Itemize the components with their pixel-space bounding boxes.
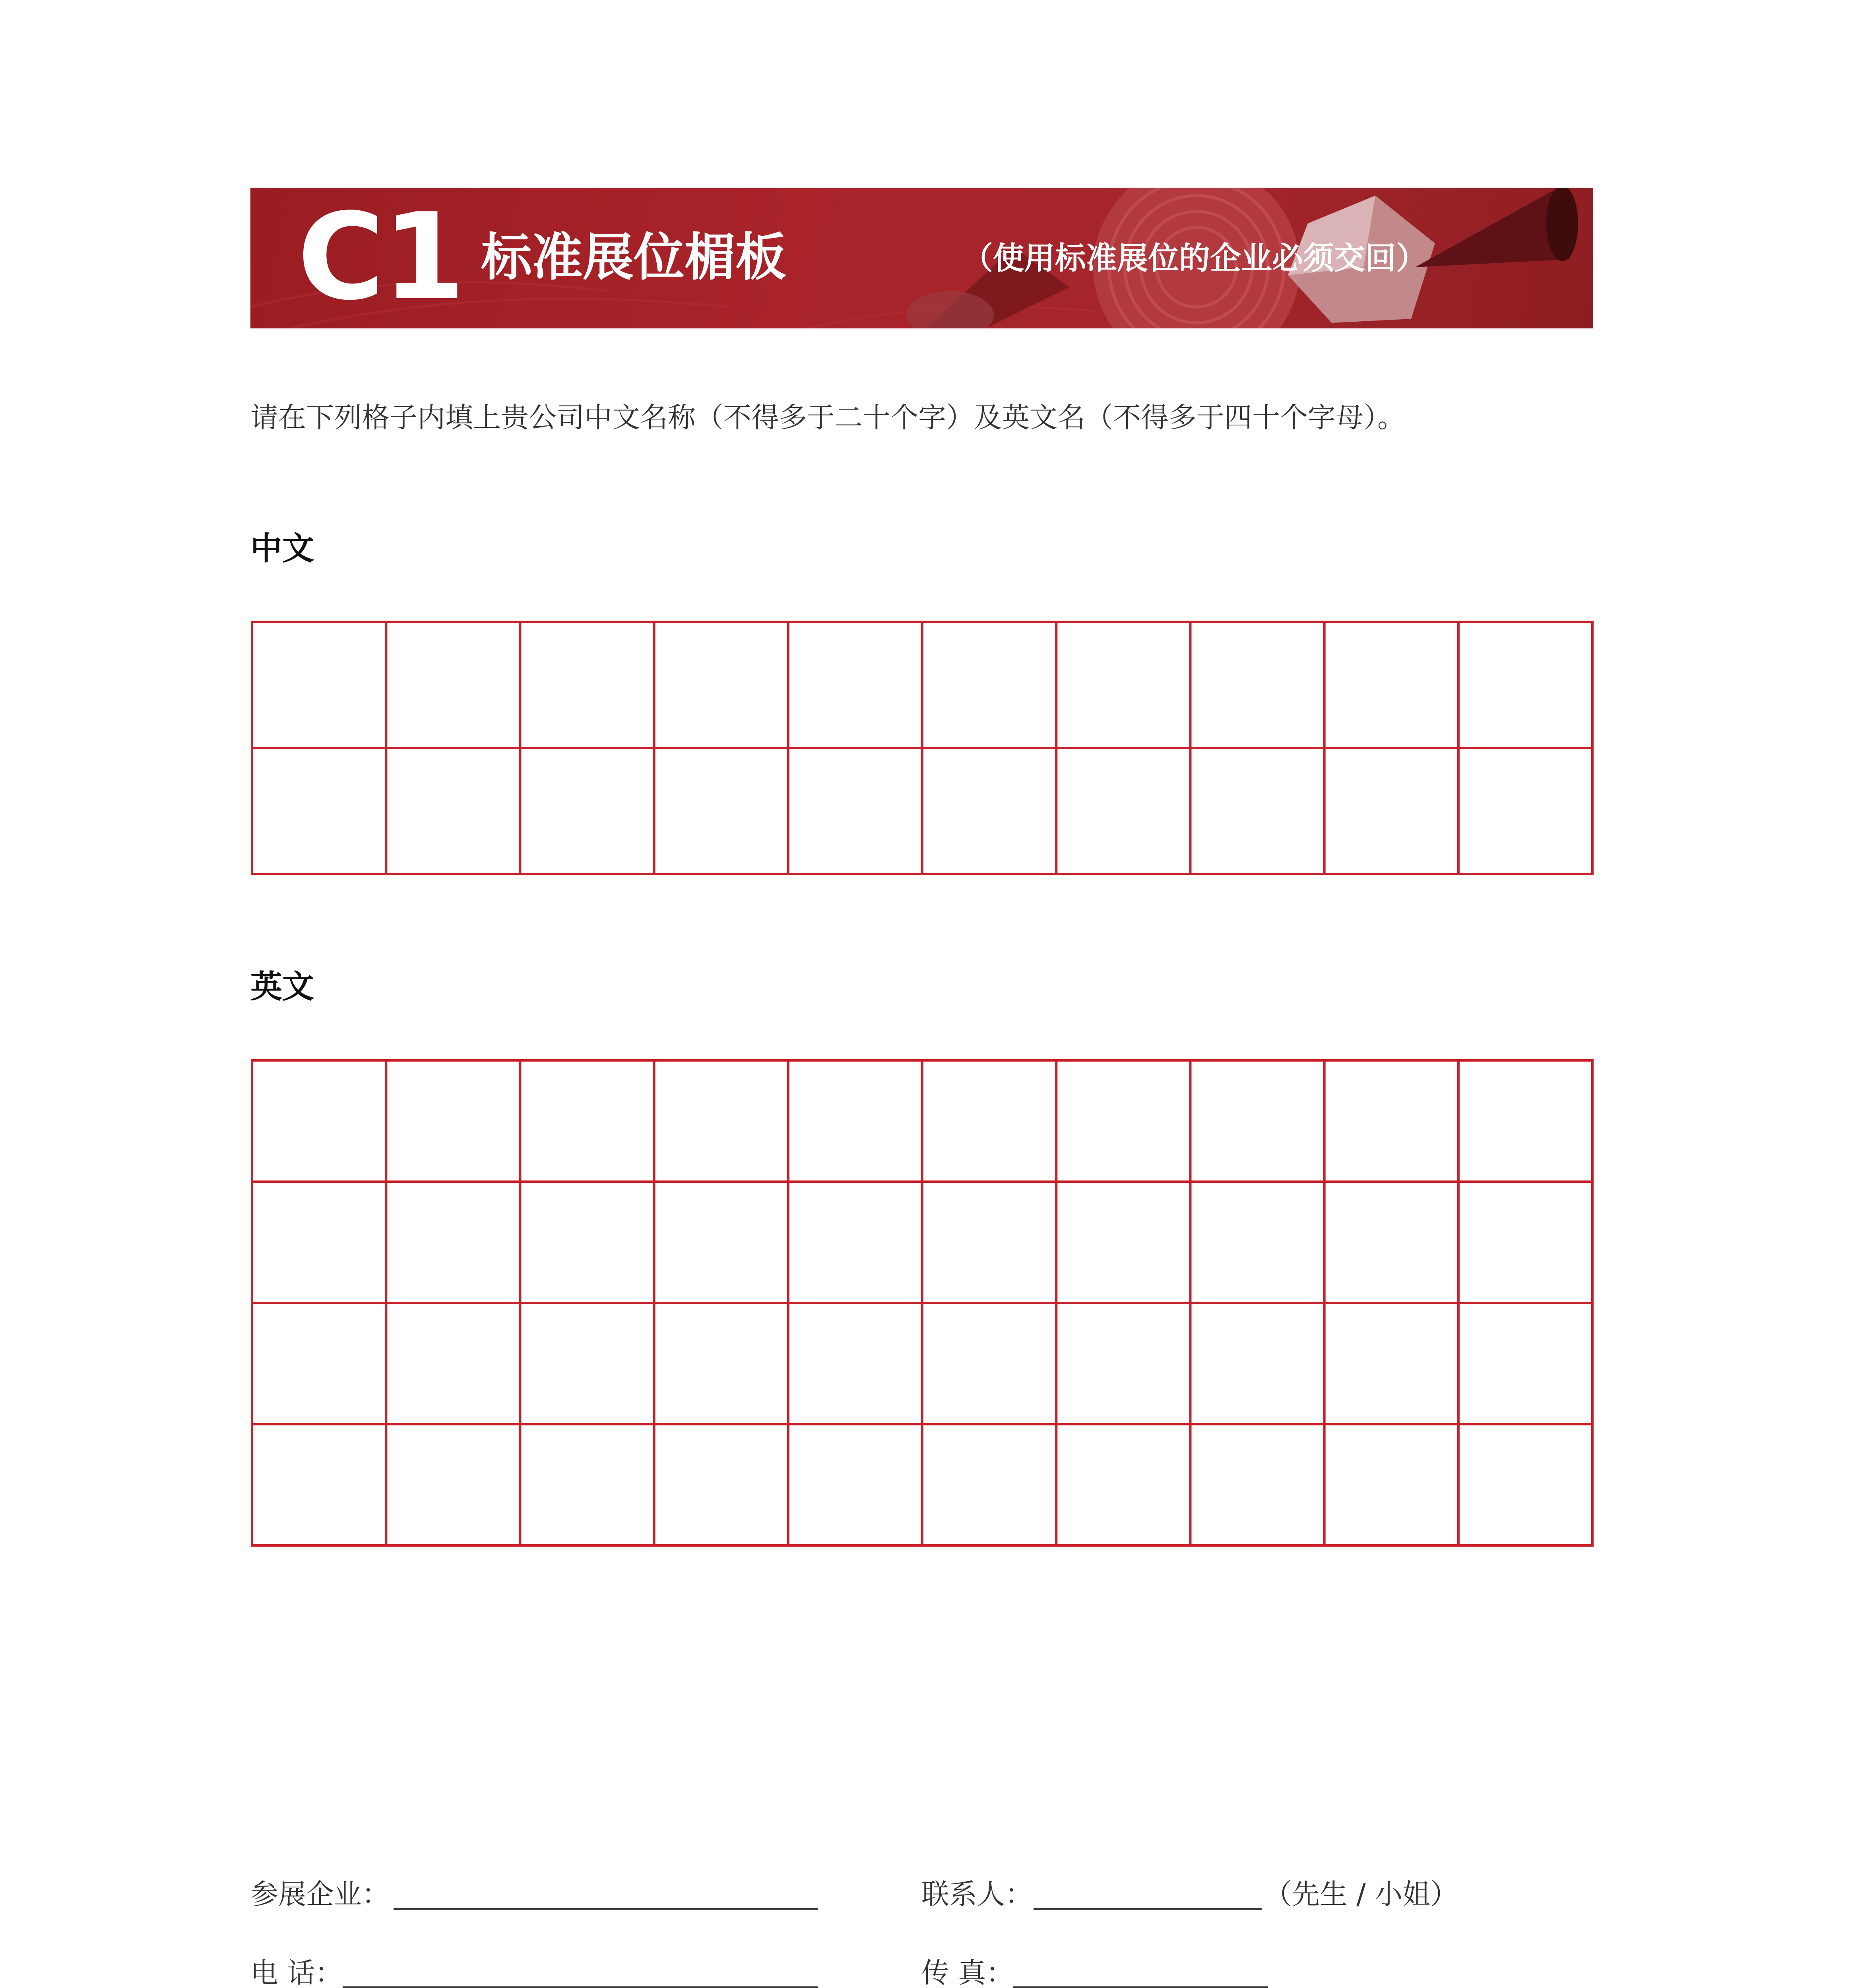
english-cell-4-4[interactable] bbox=[654, 1424, 788, 1545]
english-cell-4-2[interactable] bbox=[386, 1424, 520, 1545]
chinese-cell-1-8[interactable] bbox=[1190, 622, 1324, 748]
section-banner bbox=[250, 188, 1593, 328]
english-cell-4-9[interactable] bbox=[1324, 1424, 1458, 1545]
chinese-cell-2-9[interactable] bbox=[1324, 748, 1458, 874]
company-field[interactable] bbox=[394, 1908, 818, 1910]
english-cell-1-9[interactable] bbox=[1324, 1060, 1458, 1182]
english-cell-1-3[interactable] bbox=[520, 1060, 654, 1182]
english-cell-4-10[interactable] bbox=[1458, 1424, 1592, 1545]
english-cell-4-3[interactable] bbox=[520, 1424, 654, 1545]
chinese-cell-2-10[interactable] bbox=[1458, 748, 1592, 874]
english-cell-2-4[interactable] bbox=[654, 1182, 788, 1303]
english-cell-2-5[interactable] bbox=[788, 1182, 922, 1303]
english-cell-1-7[interactable] bbox=[1056, 1060, 1190, 1182]
english-cell-2-3[interactable] bbox=[520, 1182, 654, 1303]
english-cell-3-5[interactable] bbox=[788, 1303, 922, 1424]
chinese-cell-2-2[interactable] bbox=[386, 748, 520, 874]
english-cell-4-8[interactable] bbox=[1190, 1424, 1324, 1545]
english-cell-1-6[interactable] bbox=[922, 1060, 1056, 1182]
english-cell-4-6[interactable] bbox=[922, 1424, 1056, 1545]
chinese-label: 中文 bbox=[250, 530, 314, 567]
english-cell-1-5[interactable] bbox=[788, 1060, 922, 1182]
chinese-cell-1-9[interactable] bbox=[1324, 622, 1458, 748]
chinese-cell-1-6[interactable] bbox=[922, 622, 1056, 748]
english-label: 英文 bbox=[250, 968, 314, 1005]
english-cell-4-1[interactable] bbox=[252, 1424, 386, 1545]
contact-field[interactable] bbox=[1034, 1908, 1262, 1910]
chinese-cell-2-1[interactable] bbox=[252, 748, 386, 874]
english-cell-2-8[interactable] bbox=[1190, 1182, 1324, 1303]
english-cell-1-10[interactable] bbox=[1458, 1060, 1592, 1182]
chinese-cell-1-3[interactable] bbox=[520, 622, 654, 748]
section-code: C1 bbox=[297, 188, 463, 326]
chinese-cell-1-5[interactable] bbox=[788, 622, 922, 748]
english-cell-2-6[interactable] bbox=[922, 1182, 1056, 1303]
english-cell-3-3[interactable] bbox=[520, 1303, 654, 1424]
english-cell-3-2[interactable] bbox=[386, 1303, 520, 1424]
english-cell-1-1[interactable] bbox=[252, 1060, 386, 1182]
chinese-cell-1-2[interactable] bbox=[386, 622, 520, 748]
chinese-cell-1-7[interactable] bbox=[1056, 622, 1190, 748]
chinese-name-grid[interactable] bbox=[250, 620, 1594, 876]
contact-label: 联系人： bbox=[921, 1878, 1033, 1910]
english-cell-3-10[interactable] bbox=[1458, 1303, 1592, 1424]
chinese-cell-1-4[interactable] bbox=[654, 622, 788, 748]
contact-suffix: （先生 / 小姐） bbox=[1264, 1878, 1458, 1910]
chinese-cell-2-6[interactable] bbox=[922, 748, 1056, 874]
english-cell-3-9[interactable] bbox=[1324, 1303, 1458, 1424]
company-label: 参展企业： bbox=[250, 1878, 390, 1910]
english-cell-2-2[interactable] bbox=[386, 1182, 520, 1303]
instruction-text: 请在下列格子内填上贵公司中文名称（不得多于二十个字）及英文名（不得多于四十个字母）。 bbox=[250, 401, 1405, 434]
chinese-cell-2-5[interactable] bbox=[788, 748, 922, 874]
phone-field[interactable] bbox=[343, 1986, 818, 1988]
english-cell-3-7[interactable] bbox=[1056, 1303, 1190, 1424]
chinese-cell-1-1[interactable] bbox=[252, 622, 386, 748]
english-cell-3-6[interactable] bbox=[922, 1303, 1056, 1424]
section-note: （使用标准展位的企业必须交回） bbox=[962, 241, 1427, 276]
english-cell-1-8[interactable] bbox=[1190, 1060, 1324, 1182]
english-cell-1-2[interactable] bbox=[386, 1060, 520, 1182]
chinese-cell-2-7[interactable] bbox=[1056, 748, 1190, 874]
fax-field[interactable] bbox=[1013, 1986, 1268, 1988]
phone-label: 电 话： bbox=[250, 1957, 343, 1988]
english-cell-3-8[interactable] bbox=[1190, 1303, 1324, 1424]
english-cell-4-7[interactable] bbox=[1056, 1424, 1190, 1545]
english-cell-3-1[interactable] bbox=[252, 1303, 386, 1424]
chinese-cell-1-10[interactable] bbox=[1458, 622, 1592, 748]
english-name-grid[interactable] bbox=[250, 1059, 1594, 1547]
english-cell-2-10[interactable] bbox=[1458, 1182, 1592, 1303]
english-cell-4-5[interactable] bbox=[788, 1424, 922, 1545]
english-cell-2-1[interactable] bbox=[252, 1182, 386, 1303]
english-cell-2-7[interactable] bbox=[1056, 1182, 1190, 1303]
english-cell-1-4[interactable] bbox=[654, 1060, 788, 1182]
chinese-cell-2-8[interactable] bbox=[1190, 748, 1324, 874]
english-cell-2-9[interactable] bbox=[1324, 1182, 1458, 1303]
english-cell-3-4[interactable] bbox=[654, 1303, 788, 1424]
chinese-cell-2-4[interactable] bbox=[654, 748, 788, 874]
fax-label: 传 真： bbox=[921, 1957, 1014, 1988]
section-title: 标准展位楣板 bbox=[481, 228, 787, 287]
chinese-cell-2-3[interactable] bbox=[520, 748, 654, 874]
